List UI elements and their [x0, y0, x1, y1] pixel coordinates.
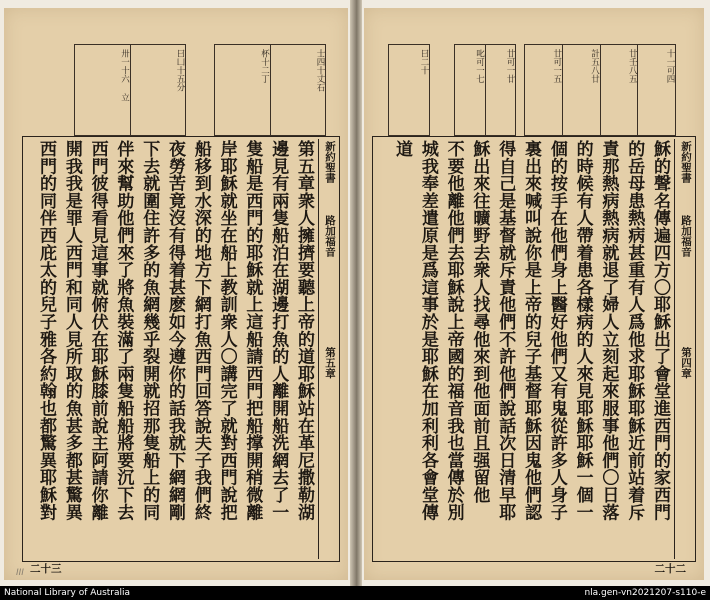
running-title-column	[318, 139, 339, 559]
text-column: 城我奉差遣原是爲這事於是耶穌在加利利各會堂傳	[417, 140, 438, 521]
text-column: 邊見有兩隻船泊在湖邊打魚的人離開船洗網去了一	[268, 140, 289, 521]
text-column: 船移到水深的地方下網打魚西門回答說夫子我們終	[190, 140, 211, 521]
annotation: 曰凵十五分	[130, 45, 186, 135]
text-column: 不要他離他們去耶穌說上帝國的福音我也當傳於別	[443, 140, 464, 521]
text-column: 隻船是西門的耶穌就上這船請西門把船撑開稍微離	[242, 140, 263, 521]
text-column: 穌的聲名傳遍四方〇耶穌出了會堂進西門的家西門	[650, 140, 670, 521]
scripture-text	[26, 140, 316, 558]
text-column: 伴來幫助他們來了將魚裝滿了兩隻船船將要沉下去	[113, 140, 134, 521]
text-column: 岸耶穌就坐在船上教訓衆人〇講完了就對西門說把	[216, 140, 237, 521]
annotation: 十一可四	[637, 45, 675, 135]
footer-institution: National Library of Australia	[4, 588, 131, 598]
text-column: 裏出來喊叫說你是上帝的兒子基督耶穌因鬼他們認	[521, 140, 542, 521]
right-page	[364, 8, 704, 580]
text-column: 下去就圍住許多的魚網幾乎裂開就招那隻船上的同	[139, 140, 160, 521]
chapter-label: 第四章	[680, 347, 692, 379]
annotation-slip	[524, 44, 676, 136]
text-frame	[22, 136, 340, 562]
page-number: 二十二	[654, 563, 686, 575]
text-column: 開我我是罪人西門和同人見所取的魚甚多都甚驚異	[61, 140, 82, 521]
annotation-slip	[214, 44, 326, 136]
text-column: 道	[392, 140, 413, 158]
footer-bar	[0, 586, 710, 600]
left-page	[4, 8, 348, 580]
annotation: 士四十丈石	[270, 45, 326, 135]
text-column: 得自己是基督就斥責他們不許他們說話次日清早耶	[495, 140, 516, 521]
annotation: 杯十二丁	[259, 49, 270, 83]
annotation: 廿可一廿	[485, 45, 516, 135]
annotation: 計五八廿	[562, 45, 600, 135]
page-number: 二十三	[30, 563, 62, 575]
pencil-mark: III	[16, 568, 24, 578]
annotation: 曰二十	[419, 49, 429, 75]
annotation: 廿可一五	[551, 49, 562, 83]
text-column: 夜勞苦竟沒有得着甚麽如今遵你的話我就下網網剛	[165, 140, 186, 521]
text-column: 第五章衆人擁擠要聽上帝的道耶穌站在革尼撒勒湖	[294, 140, 314, 521]
text-column: 西門彼得看見這事就俯伏在耶穌膝前說主阿請你離	[87, 140, 108, 521]
book-gutter	[350, 0, 362, 586]
text-column: 個的按手在他們身上醫好他們又有鬼從許多人身子	[546, 140, 567, 521]
annotation-slip	[388, 44, 430, 136]
annotation: 叱可一七	[474, 49, 485, 83]
text-column: 責那熱病熱病就退了婦人立刻起來服事他們〇日落	[598, 140, 619, 521]
annotation: 卅一十六 立	[119, 49, 130, 102]
annotation: 廿壬八五	[600, 45, 638, 135]
book-title: 路加福音	[680, 215, 692, 257]
footer-identifier: nla.gen-vn2021207-s110-e	[584, 588, 706, 598]
running-title-column	[674, 139, 695, 559]
text-column: 的時候有人帶着患各樣病的人來見耶穌耶穌一個一	[572, 140, 593, 521]
scripture-text	[376, 140, 672, 558]
running-title: 新約聖書	[324, 141, 336, 183]
text-column: 的岳母患熱病甚重有人爲他求耶穌耶穌近前站着斥	[624, 140, 645, 521]
text-column: 穌出來往曠野去衆人找尋他來到他面前且强留他	[469, 140, 490, 504]
chapter-label: 第五章	[324, 347, 336, 379]
text-frame	[372, 136, 696, 562]
book-title: 路加福音	[324, 215, 336, 257]
running-title: 新約聖書	[680, 141, 692, 183]
annotation-slip	[74, 44, 186, 136]
text-column: 西門的同伴西庇太的兒子雅各約翰也都驚異耶穌對	[36, 140, 57, 521]
annotation-slip	[454, 44, 516, 136]
